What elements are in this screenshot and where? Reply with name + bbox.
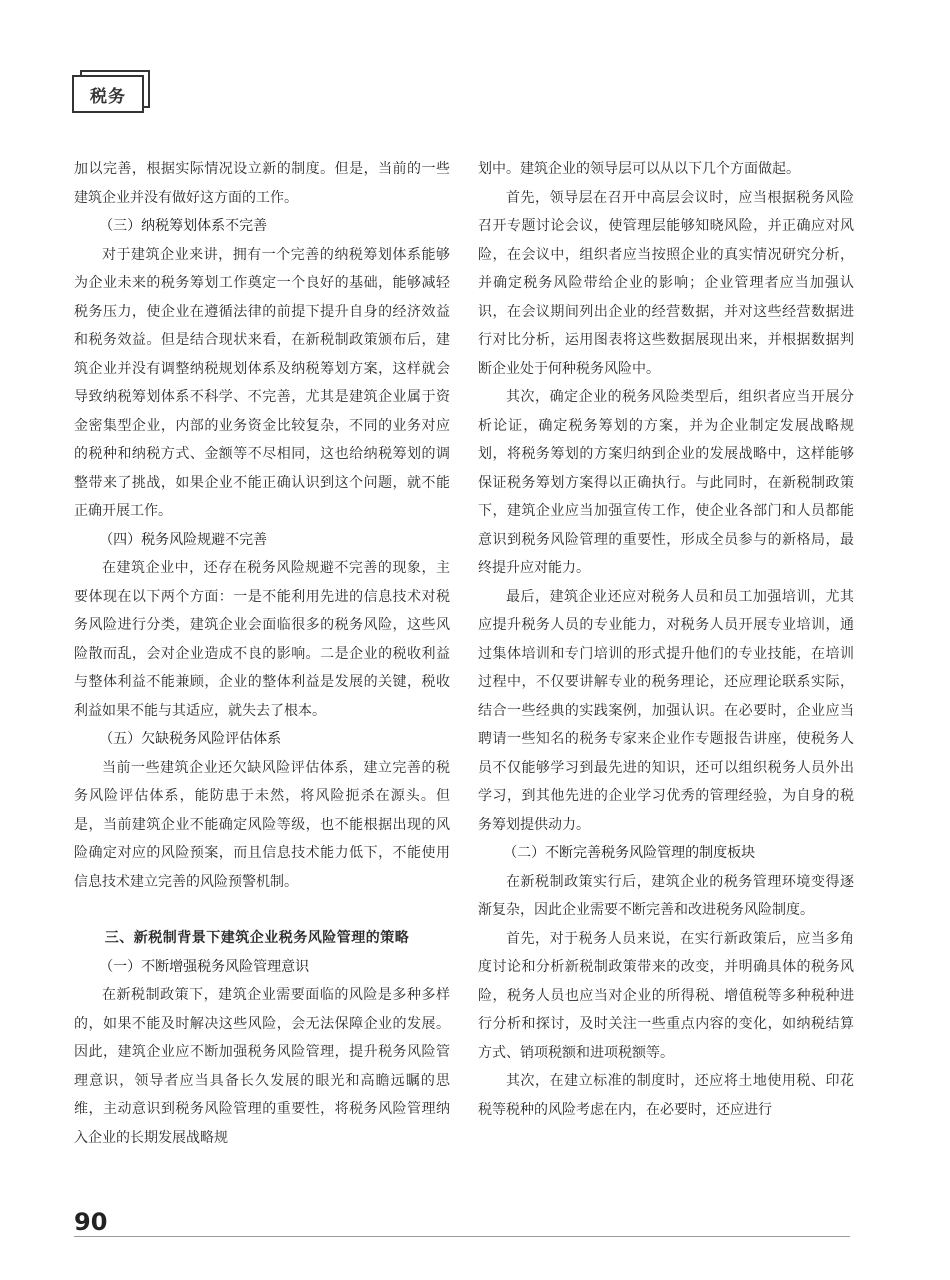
subheading: （一）不断增强税务风险管理意识 xyxy=(99,958,310,975)
paragraph: 最后，建筑企业还应对税务人员和员工加强培训，尤其应提升税务人员的专业能力，对税务人员开展专业培训，通过集体培训和专门培训的形式提升他们的专业技能，在培训过程中，不仅要讲解专业的税务理论，还应理论联系实际，结合一些经典的实践案例，加强认识。在必要时，企业应当聘请一些知名的税务专家来企业作专题报告讲座，使税务人员不仅能够学习到最先进的知识，还可以组织税务人员外出学习，到其他先进的企业学习优秀的管理经验，为自身的税务筹划提供动力。 xyxy=(478,588,854,833)
paragraph: 对于建筑企业来讲，拥有一个完善的纳税筹划体系能够为企业未来的税务筹划工作奠定一个良好的基础，能够减轻税务压力，使企业在遵循法律的前提下提升自身的经济效益和税务效益。但是结合现状来看，在新税制政策颁布后，建筑企业并没有调整纳税规划体系及纳税筹划方案，这样就会导致纳税筹划体系不科学、不完善，尤其是建筑企业属于资金密集型企业，内部的业务资金比较复杂，不同的业务对应的税种和纳税方式、金额等不尽相同，这也给纳税筹划的调整带来了挑战，如果企业不能正确认识到这个问题，就不能正确开展工作。 xyxy=(74,246,450,519)
paragraph: 划中。建筑企业的领导层可以从以下几个方面做起。 xyxy=(478,161,800,177)
section-tag xyxy=(72,75,144,113)
paragraph: 在新税制政策下，建筑企业需要面临的风险是多种多样的，如果不能及时解决这些风险，会无法保障企业的发展。因此，建筑企业应不断加强税务风险管理，提升税务风险管理意识，领导者应当具备长久发展的眼光和高瞻远瞩的思维，主动意识到税务风险管理的重要性，将税务风险管理纳入企业的长期发展战略规 xyxy=(74,987,450,1146)
footer-divider xyxy=(74,1236,850,1237)
section-heading: 三、新税制背景下建筑企业税务风险管理的策略 xyxy=(104,930,410,946)
subheading: （三）纳税筹划体系不完善 xyxy=(99,218,268,234)
paragraph: 首先，领导层在召开中高层会议时，应当根据税务风险召开专题讨论会议，使管理层能够知晓风险，并正确应对风险，在会议中，组织者应当按照企业的真实情况研究分析，并确定税务风险带给企业的影响；企业管理者应当加强认识，在会议期间列出企业的经营数据，并对这些经营数据进行对比分析，运用图表将这些数据展现出来，并根据数据判断企业处于何种税务风险中。 xyxy=(478,189,854,377)
section-spacer xyxy=(74,896,450,924)
paragraph: 加以完善，根据实际情况设立新的制度。但是，当前的一些建筑企业并没有做好这方面的工作。 xyxy=(74,161,450,206)
paragraph: 首先，对于税务人员来说，在实行新政策后，应当多角度讨论和分析新税制政策带来的改变，并明确具体的税务风险，税务人员也应当对企业的所得税、增值税等多种税种进行分析和探讨，及时关注一些重点内容的变化，如纳税结算方式、销项税额和进项税额等。 xyxy=(478,930,854,1061)
left-column xyxy=(74,155,450,1152)
paragraph: 在建筑企业中，还存在税务风险规避不完善的现象，主要体现在以下两个方面：一是不能利用先进的信息技术对税务风险进行分类，建筑企业会面临很多的税务风险，这些风险散而乱，会对企业造成不良的影响。二是企业的税收利益与整体利益不能兼顾，企业的整体利益是发展的关键，税收利益如果不能与其适应，就失去了根本。 xyxy=(74,560,450,719)
right-column xyxy=(478,155,854,1124)
paragraph: 其次，在建立标准的制度时，还应将土地使用税、印花税等税种的风险考虑在内，在必要时，还应进行 xyxy=(478,1073,854,1118)
subheading: （五）欠缺税务风险评估体系 xyxy=(99,731,282,747)
paragraph: 当前一些建筑企业还欠缺风险评估体系，建立完善的税务风险评估体系，能防患于未然，将风险扼杀在源头。但是，当前建筑企业不能确定风险等级，也不能根据出现的风险确定对应的风险预案，而且信息技术能力低下，不能使用信息技术建立完善的风险预警机制。 xyxy=(74,759,450,890)
subheading: （二）不断完善税务风险管理的制度板块 xyxy=(503,845,756,861)
paragraph: 在新税制政策实行后，建筑企业的税务管理环境变得逐渐复杂，因此企业需要不断完善和改进税务风险制度。 xyxy=(478,873,854,918)
subheading: （四）税务风险规避不完善 xyxy=(99,531,268,548)
page-number: 90 xyxy=(74,1208,108,1236)
section-tag-label: 税务 xyxy=(90,86,126,107)
paragraph: 其次，确定企业的税务风险类型后，组织者应当开展分析论证，确定税务筹划的方案，并为企业制定发展战略规划，将税务筹划的方案归纳到企业的发展战略中，这样能够保证税务筹划方案得以正确执行。与此同时，在新税制政策下，建筑企业应当加强宣传工作，使企业各部门和人员都能意识到税务风险管理的重要性，形成全员参与的新格局，最终提升应对能力。 xyxy=(478,389,854,576)
